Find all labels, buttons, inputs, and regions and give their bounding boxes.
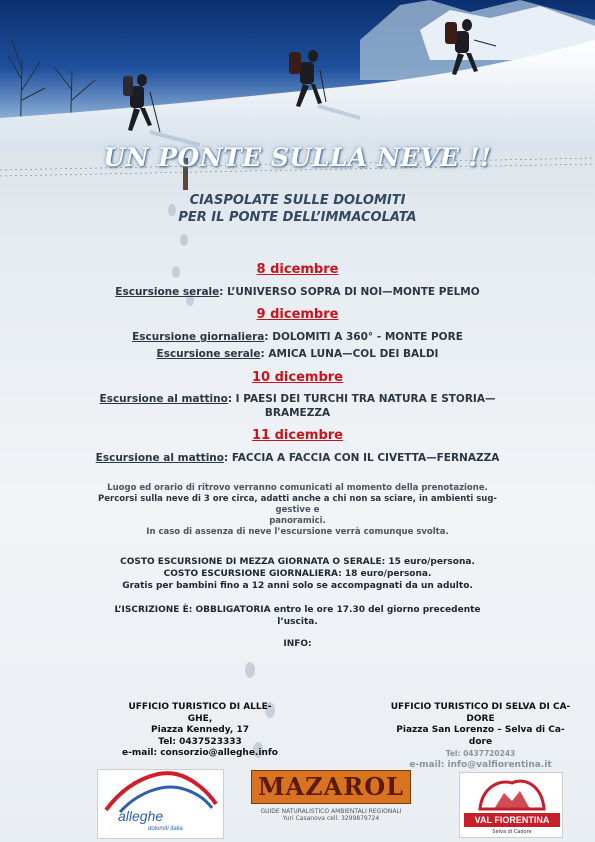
event-line: [0, 347, 595, 361]
info-label: INFO:: [283, 639, 312, 649]
subtitle-line-1: CIASPOLATE SULLE DOLOMITI: [189, 193, 406, 208]
event-text: : I PAESI DEI TURCHI TRA NATURA E STORIA—: [227, 393, 496, 405]
event-line-continued: BRAMEZZA: [264, 407, 331, 419]
cost-line: COSTO ESCURSIONE DI MEZZA GIORNATA O SERALE: 15 euro/persona.: [120, 557, 475, 567]
office-selva: [383, 702, 578, 771]
event-line: [0, 392, 595, 406]
subtitle-line-2: PER IL PONTE DELL’IMMACOLATA: [178, 210, 417, 225]
costs-block: [20, 556, 575, 592]
cost-line: COSTO ESCURSIONE GIORNALIERA: 18 euro/persona.: [163, 569, 432, 579]
office-line: dore: [468, 736, 493, 747]
alleghe-logo: [97, 769, 224, 839]
registration-line: L’ISCRIZIONE È: OBBLIGATORIA entro le ore 17.30 del giorno precedente: [114, 605, 481, 615]
event-line: [0, 330, 595, 344]
valfiorentina-logo: [459, 772, 563, 838]
info-line: Percorsi sulla neve di 3 ore circa, adatti anche a chi non sa sciare, in ambienti sug-: [98, 494, 497, 504]
info-line: gestive e: [275, 505, 320, 515]
event-label: Escursione giornaliera: [132, 331, 265, 343]
hero-photo: [0, 0, 595, 150]
office-line: UFFICIO TURISTICO DI SELVA DI CA-: [390, 702, 571, 712]
registration-line: l’uscita.: [277, 617, 318, 627]
valfiorentina-tagline: Selva di Cadore: [492, 829, 532, 835]
snow-mountain-illustration: [0, 0, 595, 150]
event-text: : L’UNIVERSO SOPRA DI NOI—MONTE PELMO: [219, 286, 480, 298]
office-line: Piazza San Lorenzo – Selva di Ca-: [396, 725, 565, 735]
office-phone: Tel: 0437720243: [445, 749, 516, 758]
office-line: UFFICIO TURISTICO DI ALLE-: [128, 702, 272, 712]
office-email: e-mail: info@valfiorentina.it: [409, 759, 552, 770]
alleghe-logo-tagline: dolomiti italia: [148, 826, 183, 832]
valfiorentina-logo-text: VAL FIORENTINA: [464, 813, 560, 827]
mazarol-contact: Yuri Casanova cell. 3299879724: [282, 815, 380, 822]
event-line: [0, 285, 595, 299]
office-email: e-mail: consorzio@alleghe.info: [122, 748, 278, 758]
event-label: Escursione serale: [115, 286, 220, 298]
alleghe-logo-text: alleghe: [118, 808, 164, 824]
mazarol-logo-text: MAZAROL: [251, 770, 411, 804]
office-alleghe: [115, 702, 285, 760]
event-line: [0, 451, 595, 465]
event-label: Escursione al mattino: [99, 393, 228, 405]
subtitle: [0, 192, 595, 226]
info-paragraph: [20, 483, 575, 538]
cost-line: Gratis per bambini fino a 12 anni solo se accompagnati da un adulto.: [122, 581, 473, 591]
info-line: In caso di assenza di neve l’escursione verrà comunque svolta.: [146, 527, 449, 537]
event-label: Escursione serale: [156, 348, 261, 360]
office-line: Piazza Kennedy, 17: [151, 725, 249, 735]
date-heading: 9 dicembre: [256, 307, 339, 322]
event-text: : DOLOMITI A 360° - MONTE PORE: [264, 331, 463, 343]
mazarol-tagline: GUIDE NATURALISTICO AMBIENTALI REGIONALI: [260, 808, 402, 815]
date-heading: 10 dicembre: [252, 370, 343, 385]
info-line: panoramici.: [269, 516, 326, 526]
poster-title: UN PONTE SULLA NEVE !!: [103, 143, 492, 172]
date-heading: 8 dicembre: [256, 262, 339, 277]
office-phone: Tel: 0437523333: [158, 736, 242, 747]
mazarol-logo: [247, 770, 415, 838]
registration-block: [20, 604, 575, 628]
event-text: : AMICA LUNA—COL DEI BALDI: [260, 348, 439, 360]
info-line: Luogo ed orario di ritrovo verranno comunicati al momento della prenotazione.: [107, 483, 488, 493]
event-label: Escursione al mattino: [95, 452, 224, 464]
event-text: : FACCIA A FACCIA CON IL CIVETTA—FERNAZZA: [223, 452, 500, 464]
date-heading: 11 dicembre: [252, 428, 343, 443]
office-line: GHE,: [187, 713, 213, 724]
office-line: DORE: [466, 713, 495, 724]
